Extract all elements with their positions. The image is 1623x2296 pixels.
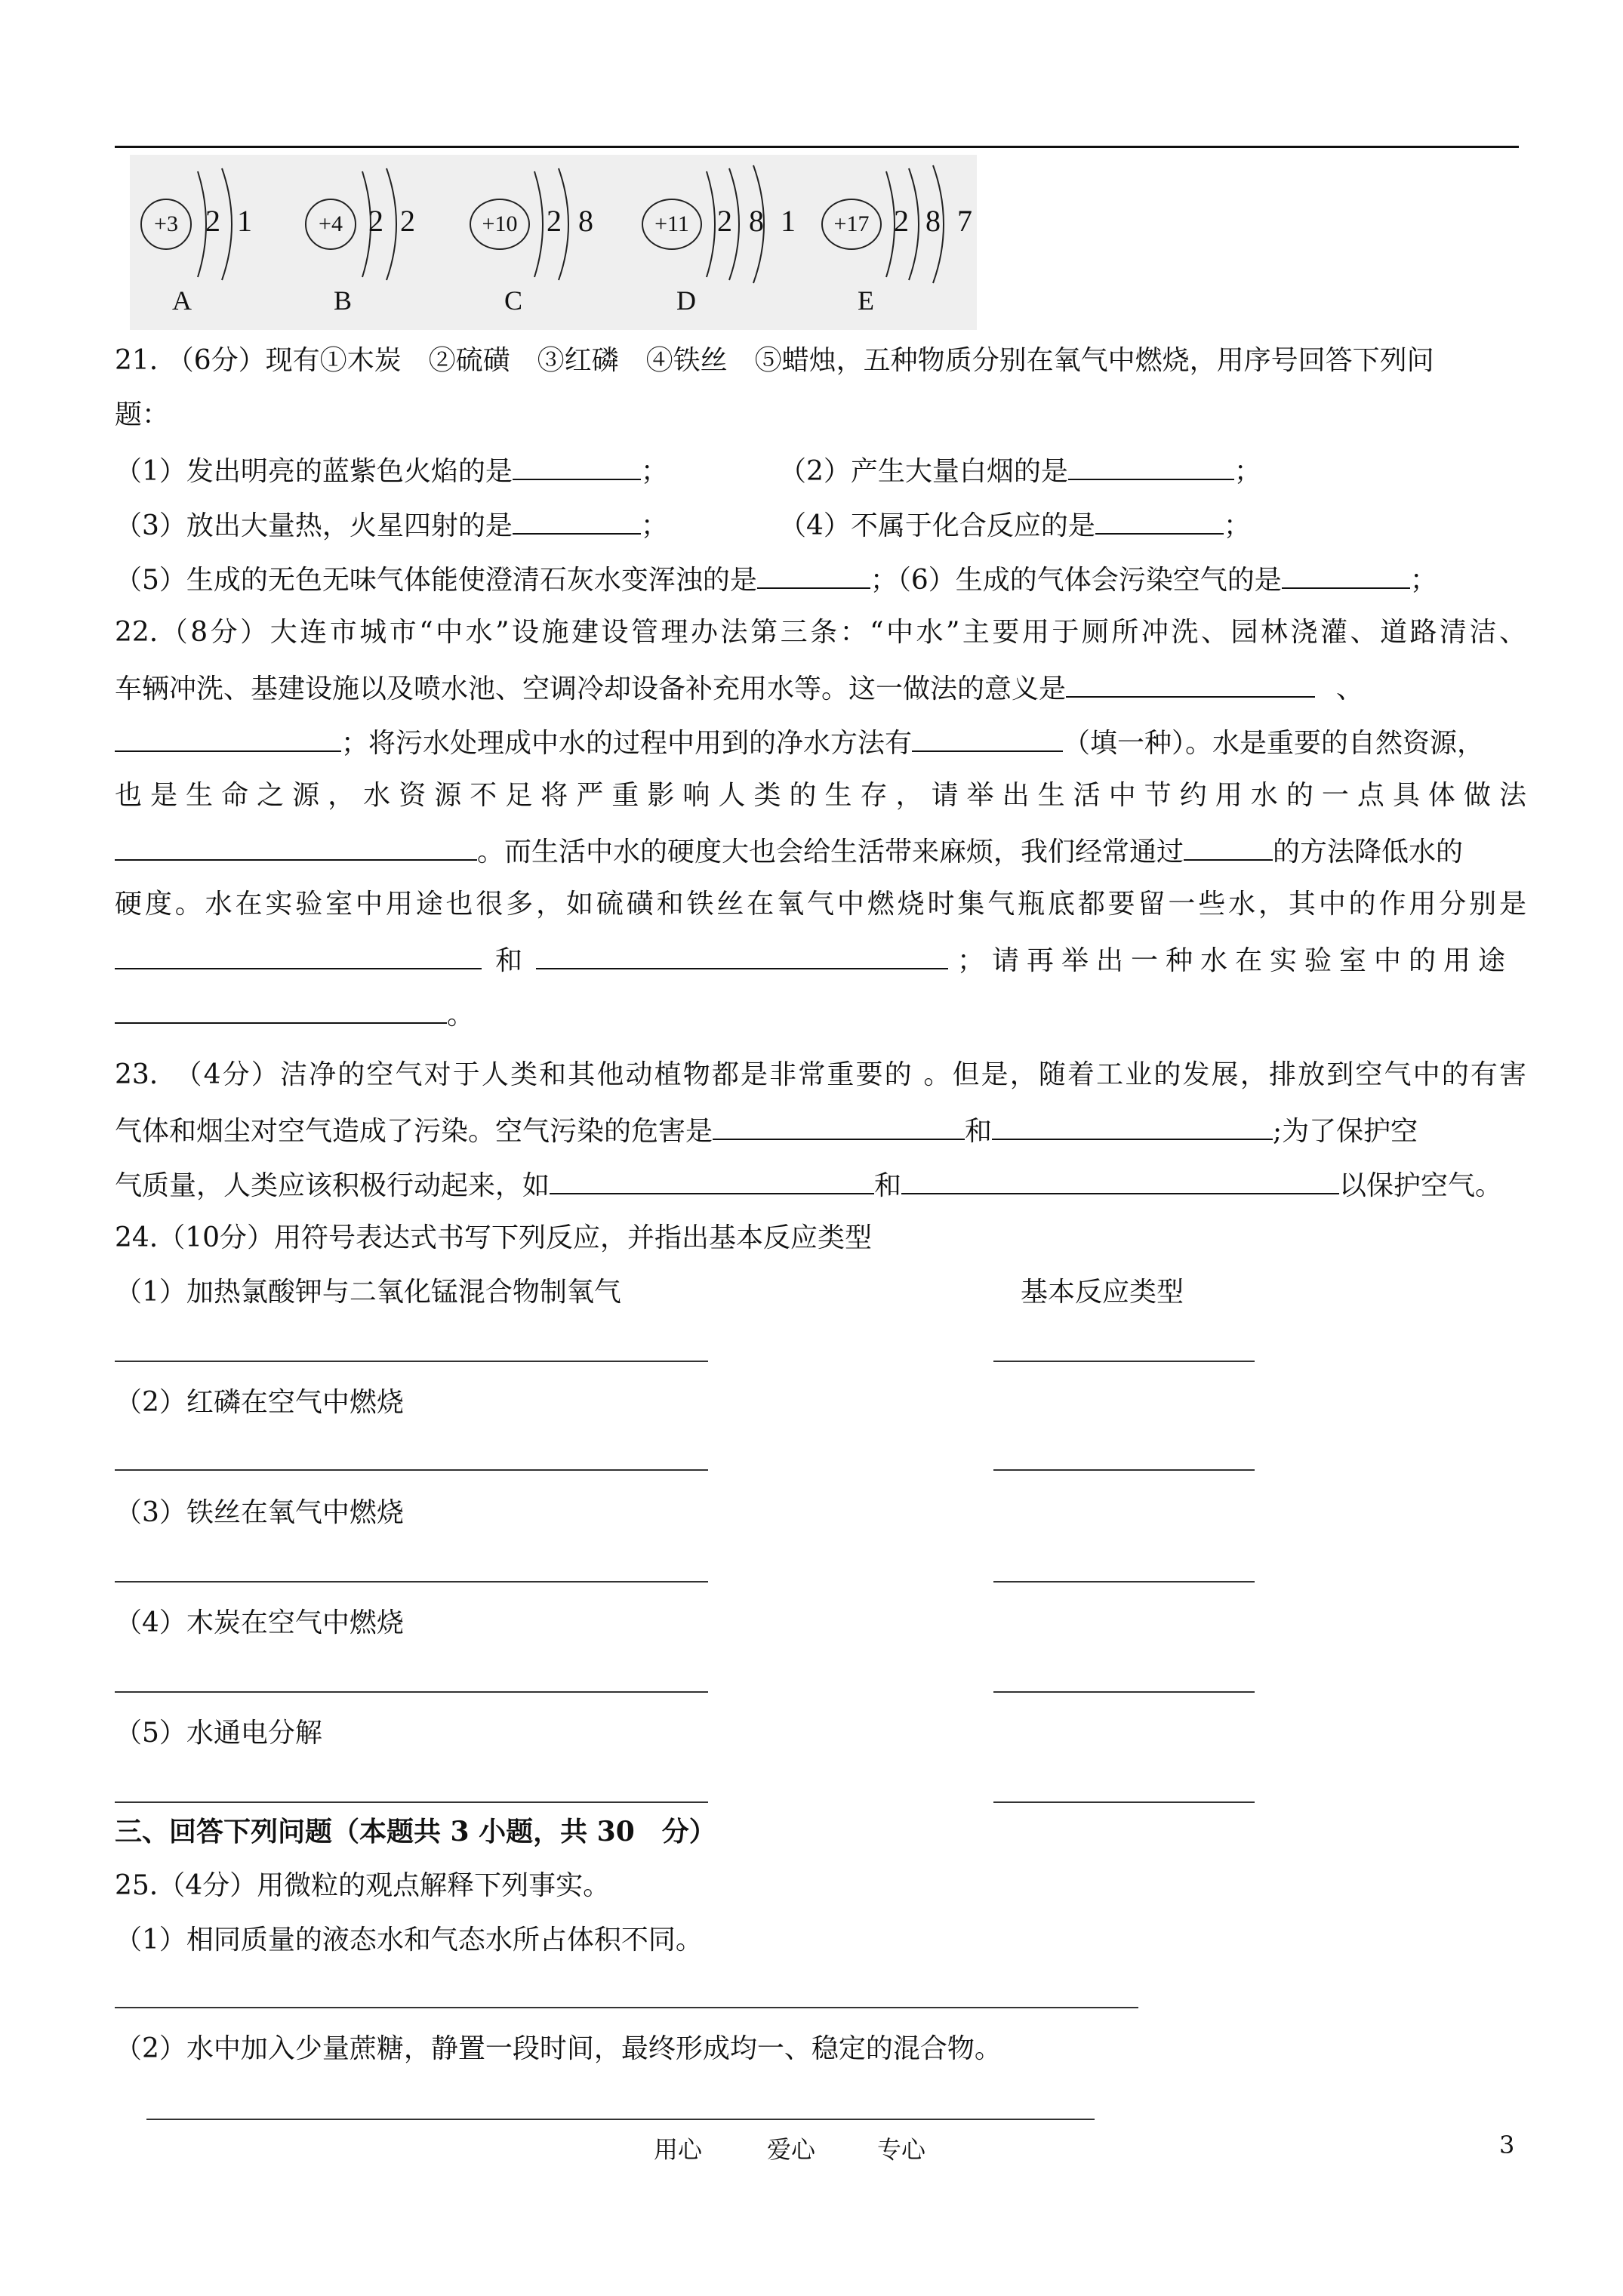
- q21-part2: （2）产生大量白烟的是 ；: [779, 451, 1261, 490]
- equation-answer-line[interactable]: [115, 1361, 708, 1362]
- type-answer-line[interactable]: [993, 1361, 1255, 1362]
- q24-item1: （1）加热氯酸钾与二氧化锰混合物制氧气: [115, 1277, 621, 1308]
- q21-stem-cont: 题：: [115, 399, 170, 430]
- atom-e: [818, 155, 977, 330]
- answer-blank[interactable]: [1066, 669, 1315, 698]
- q23-line1: 23. （4分）洁净的空气对于人类和其他动植物都是非常重要的 。但是，随着工业的发展，排放到空气中的有害: [115, 1059, 1526, 1090]
- answer-blank[interactable]: [912, 723, 1063, 752]
- answer-blank[interactable]: [536, 941, 948, 969]
- nucleus: +10: [470, 199, 530, 250]
- atom-label: C: [504, 285, 523, 316]
- page-number: 3: [1499, 2131, 1515, 2159]
- nucleus: +17: [821, 199, 882, 250]
- answer-blank[interactable]: [1095, 506, 1224, 535]
- footer-text-a: 用心: [654, 2135, 703, 2164]
- electron-counts: 2 2: [368, 204, 420, 238]
- atom-label: D: [676, 285, 696, 316]
- atom-a: [130, 155, 288, 330]
- atom-label: B: [334, 285, 353, 316]
- q21-part5-6: （5）生成的无色无味气体能使澄清石灰水变浑浊的是 ；（6）生成的气体会污染空气的是 ；: [115, 560, 1437, 599]
- q25-part2: （2）水中加入少量蔗糖，静置一段时间，最终形成均一、稳定的混合物。: [115, 2033, 1002, 2064]
- atom-b: [294, 155, 453, 330]
- nucleus: +11: [642, 199, 702, 250]
- q22-line5: 。而生活中水的硬度大也会给生活带来麻烦，我们经常通过 的方法降低水的: [115, 832, 1463, 871]
- q24-item3: （3）铁丝在氧气中燃烧: [115, 1497, 404, 1528]
- section-heading: 三、回答下列问题（本题共 3 小题，共 30 分）: [115, 1816, 716, 1848]
- footer-text-c: 专心: [877, 2135, 926, 2164]
- equation-answer-line[interactable]: [115, 1581, 708, 1583]
- answer-blank[interactable]: [115, 832, 477, 861]
- q22-line8: 。: [115, 995, 474, 1034]
- q22-line7: 和 ；请再举出一种水在实验室中的用途: [115, 941, 1513, 979]
- q22-line3: ；将污水处理成中水的过程中用到的净水方法有 （填一种）。水是重要的自然资源，: [115, 723, 1484, 762]
- answer-blank[interactable]: [1282, 560, 1410, 589]
- type-answer-line[interactable]: [993, 1801, 1255, 1803]
- q24-item5: （5）水通电分解: [115, 1718, 322, 1749]
- q21-stem: 21. （6分）现有①木炭 ②硫磺 ③红磷 ④铁丝 ⑤蜡烛，五种物质分别在氧气中燃烧，用序号回答下列问: [115, 345, 1434, 376]
- q24-item2: （2）红磷在空气中燃烧: [115, 1387, 404, 1418]
- q24-item4: （4）木炭在空气中燃烧: [115, 1607, 404, 1638]
- type-answer-line[interactable]: [993, 1691, 1255, 1693]
- answer-blank[interactable]: [901, 1166, 1339, 1194]
- answer-blank[interactable]: [115, 941, 482, 969]
- atom-structure-figure: [130, 155, 977, 330]
- type-answer-line[interactable]: [993, 1469, 1255, 1471]
- equation-answer-line[interactable]: [115, 1691, 708, 1693]
- q22-line1: 22.（8分）大连市城市“中水”设施建设管理办法第三条：“中水”主要用于厕所冲洗、园林浇灌、道路清洁、: [115, 617, 1526, 648]
- q23-line2: 气体和烟尘对空气造成了污染。空气污染的危害是 和 ;为了保护空: [115, 1111, 1418, 1150]
- answer-line[interactable]: [115, 2007, 1138, 2008]
- q21-part3: （3）放出大量热，火星四射的是 ；: [115, 506, 668, 544]
- answer-blank[interactable]: [115, 995, 447, 1024]
- q24-stem: 24.（10分）用符号表达式书写下列反应，并指出基本反应类型: [115, 1222, 873, 1253]
- answer-blank[interactable]: [550, 1166, 874, 1194]
- q22-line2: 车辆冲洗、基建设施以及喷水池、空调冷却设备补充用水等。这一做法的意义是 、: [115, 669, 1363, 707]
- answer-blank[interactable]: [713, 1111, 965, 1140]
- electron-counts: 2 8 7: [894, 204, 977, 238]
- answer-blank[interactable]: [1184, 832, 1273, 861]
- answer-blank[interactable]: [1068, 451, 1234, 480]
- q25-part1: （1）相同质量的液态水和气态水所占体积不同。: [115, 1925, 703, 1955]
- q21-part4: （4）不属于化合反应的是 ；: [779, 506, 1251, 544]
- answer-blank[interactable]: [115, 723, 341, 752]
- answer-blank[interactable]: [513, 506, 641, 535]
- answer-line[interactable]: [146, 2119, 1095, 2120]
- nucleus: +4: [305, 199, 356, 250]
- atom-label: E: [858, 285, 874, 316]
- equation-answer-line[interactable]: [115, 1469, 708, 1471]
- electron-counts: 2 8: [547, 204, 598, 238]
- nucleus: +3: [140, 199, 192, 250]
- electron-counts: 2 1: [205, 204, 257, 238]
- atom-label: A: [172, 285, 192, 316]
- q24-type-label: 基本反应类型: [1021, 1277, 1184, 1308]
- atom-c: [462, 155, 621, 330]
- footer-text-b: 爱心: [767, 2135, 816, 2164]
- q22-line6: 硬度。水在实验室中用途也很多，如硫磺和铁丝在氧气中燃烧时集气瓶底都要留一些水，其中的作用分别是: [115, 889, 1526, 920]
- equation-answer-line[interactable]: [115, 1801, 708, 1803]
- electron-counts: 2 8 1: [717, 204, 800, 238]
- answer-blank[interactable]: [992, 1111, 1273, 1140]
- q23-line3: 气质量，人类应该积极行动起来，如 和 以保护空气。: [115, 1166, 1502, 1204]
- q25-stem: 25.（4分）用微粒的观点解释下列事实。: [115, 1870, 611, 1901]
- answer-blank[interactable]: [757, 560, 870, 589]
- type-answer-line[interactable]: [993, 1581, 1255, 1583]
- q22-line4: 也是生命之源，水资源不足将严重影响人类的生存，请举出生活中节约用水的一点具体做法: [115, 780, 1526, 811]
- q21-part1: （1）发出明亮的蓝紫色火焰的是 ；: [115, 451, 668, 490]
- header-rule: [115, 146, 1519, 148]
- atom-d: [634, 155, 815, 330]
- answer-blank[interactable]: [513, 451, 641, 480]
